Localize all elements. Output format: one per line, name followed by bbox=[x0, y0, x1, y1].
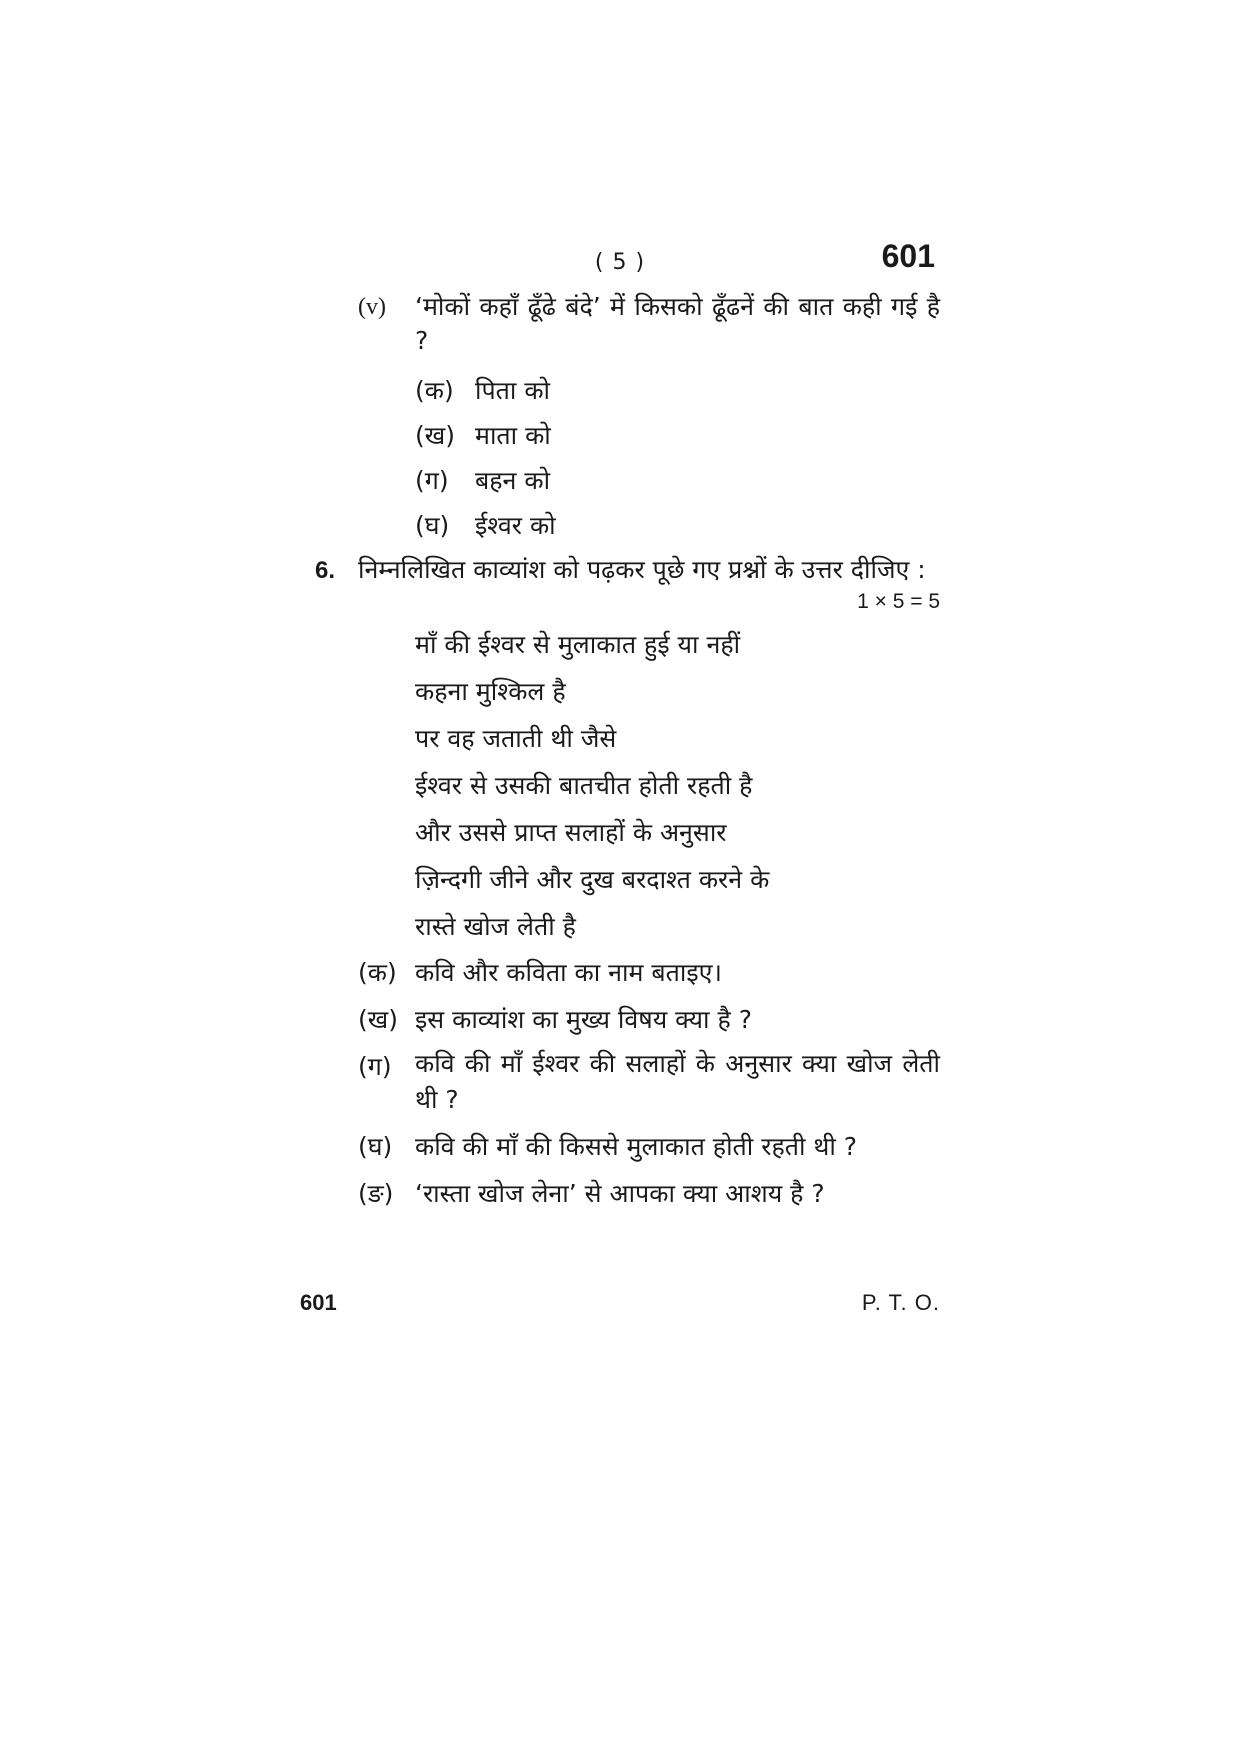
option-text: माता को bbox=[475, 421, 551, 450]
sub-question-text: कवि की माँ की किससे मुलाकात होती रहती थी ? bbox=[415, 1132, 858, 1161]
sub-question-label: (ग) bbox=[358, 1052, 392, 1081]
option-text: बहन को bbox=[475, 466, 551, 495]
sub-question-text: कवि की माँ ईश्वर की सलाहों के अनुसार क्या खोज लेती थी ? bbox=[415, 1049, 940, 1114]
option-label: (ख) bbox=[415, 421, 455, 450]
question-text: ‘मोकों कहाँ ढूँढे बंदे’ में किसको ढूँढनें की बात कही गई है ? bbox=[415, 292, 940, 355]
option-label: (क) bbox=[415, 376, 454, 405]
option-label: (घ) bbox=[415, 511, 450, 540]
poem-line: माँ की ईश्वर से मुलाकात हुई या नहीं bbox=[415, 630, 741, 659]
poem-line: पर वह जताती थी जैसे bbox=[415, 724, 617, 753]
poem-line: कहना मुश्किल है bbox=[415, 677, 566, 706]
question-number: (v) bbox=[358, 294, 386, 320]
sub-question-label: (ख) bbox=[358, 1005, 398, 1034]
question-number: 6. bbox=[315, 557, 336, 584]
sub-question-label: (क) bbox=[358, 958, 397, 987]
please-turn-over: P. T. O. bbox=[861, 1290, 940, 1315]
paper-code-header: 601 bbox=[881, 238, 935, 274]
paper-code-footer: 601 bbox=[300, 1290, 337, 1315]
sub-question-text: कवि और कविता का नाम बताइए। bbox=[415, 958, 722, 987]
marks-allocation: 1 × 5 = 5 bbox=[857, 590, 940, 613]
option-label: (ग) bbox=[415, 466, 449, 495]
question-text: निम्नलिखित काव्यांश को पढ़कर पूछे गए प्रश्नों के उत्तर दीजिए : bbox=[358, 555, 926, 584]
sub-question-label: (ङ) bbox=[358, 1179, 394, 1208]
poem-line: रास्ते खोज लेती है bbox=[415, 912, 576, 941]
poem-line: और उससे प्राप्त सलाहों के अनुसार bbox=[415, 818, 727, 847]
page-number: ( 5 ) bbox=[594, 250, 646, 275]
option-text: ईश्वर को bbox=[475, 511, 556, 540]
option-text: पिता को bbox=[475, 376, 551, 405]
sub-question-label: (घ) bbox=[358, 1132, 393, 1161]
sub-question-text: इस काव्यांश का मुख्य विषय क्या है ? bbox=[415, 1005, 752, 1034]
sub-question-text: ‘रास्ता खोज लेना’ से आपका क्या आशय है ? bbox=[415, 1179, 825, 1208]
poem-line: ईश्वर से उसकी बातचीत होती रहती है bbox=[415, 771, 753, 800]
poem-line: ज़िन्दगी जीने और दुख बरदाश्त करने के bbox=[415, 865, 770, 894]
